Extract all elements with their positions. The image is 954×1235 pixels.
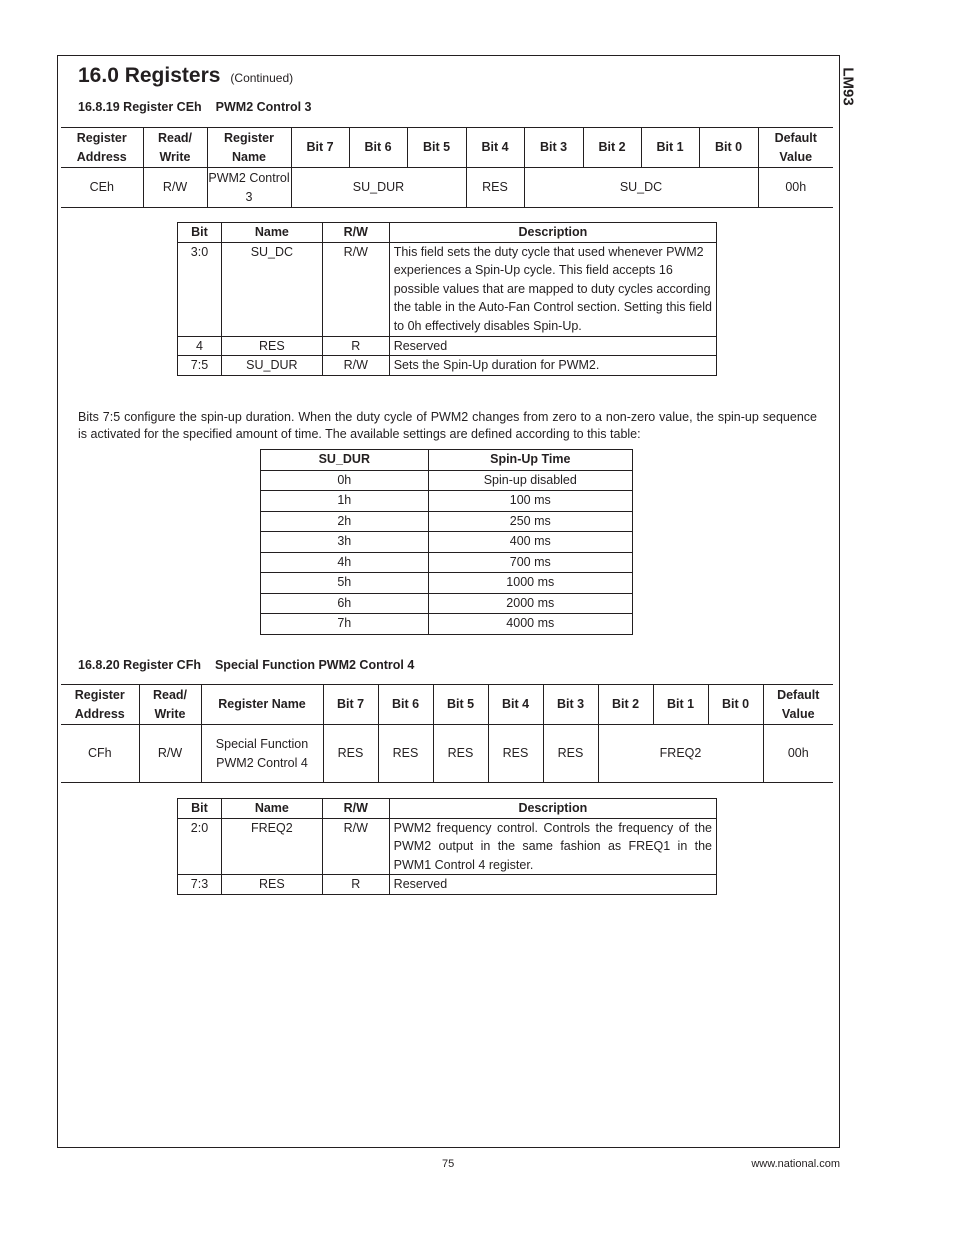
- register-ceh-table: [61, 127, 833, 208]
- spin-up-time-cell: 400 ms: [428, 532, 632, 553]
- header-cell: Bit 6: [349, 128, 407, 168]
- table-row: [178, 818, 717, 875]
- header-cell: R/W: [322, 799, 389, 819]
- header-cell: Bit 2: [583, 128, 641, 168]
- page-number: 75: [442, 1158, 455, 1170]
- rw-cell: R/W: [322, 356, 389, 376]
- su-dur-cell: 2h: [261, 511, 429, 532]
- field-res: RES: [543, 725, 598, 783]
- header-cell: Register Name: [201, 685, 323, 725]
- subsection-name: PWM2 Control 3: [215, 100, 312, 114]
- header-cell: Bit 4: [488, 685, 543, 725]
- header-cell: Bit 7: [291, 128, 349, 168]
- bit-cell: 3:0: [178, 242, 222, 336]
- header-cell: Default Value: [763, 685, 833, 725]
- spin-up-time-cell: 1000 ms: [428, 573, 632, 594]
- header-cell: SU_DUR: [261, 450, 429, 471]
- header-cell: Bit 6: [378, 685, 433, 725]
- spin-up-time-cell: 700 ms: [428, 552, 632, 573]
- name-cell: FREQ2: [221, 818, 322, 875]
- section-title: 16.0 Registers: [78, 64, 221, 87]
- description-cell: Reserved: [389, 875, 716, 895]
- table-row: [178, 875, 717, 895]
- spin-up-time-cell: 4000 ms: [428, 614, 632, 635]
- header-cell: Bit 4: [466, 128, 524, 168]
- register-default: 00h: [763, 725, 833, 783]
- name-cell: SU_DC: [221, 242, 322, 336]
- register-address: CFh: [61, 725, 139, 783]
- table-row: [261, 614, 633, 635]
- header-cell: Read/ Write: [143, 128, 207, 168]
- header-cell: Register Address: [61, 685, 139, 725]
- su-dur-cell: 1h: [261, 491, 429, 512]
- bit-description-table-cfh: [177, 798, 717, 895]
- header-cell: Default Value: [758, 128, 833, 168]
- field-res: RES: [323, 725, 378, 783]
- spin-up-time-cell: Spin-up disabled: [428, 470, 632, 491]
- rw-cell: R/W: [322, 818, 389, 875]
- field-su-dur: SU_DUR: [291, 168, 466, 208]
- spin-up-time-table: [260, 449, 633, 635]
- subsection-name: Special Function PWM2 Control 4: [214, 658, 415, 672]
- table-row: [61, 725, 833, 783]
- description-cell: Sets the Spin-Up duration for PWM2.: [389, 356, 716, 376]
- field-res: RES: [378, 725, 433, 783]
- name-cell: RES: [221, 875, 322, 895]
- bit-cell: 2:0: [178, 818, 222, 875]
- description-cell: Reserved: [389, 336, 716, 356]
- spin-up-description-paragraph: Bits 7:5 configure the spin-up duration. When the duty cycle of PWM2 changes from zero to a non-zero value, the spin-up sequence is activated for the specified amount of time. The available settings are defined according to this table:: [78, 410, 817, 441]
- bit-description-table-ceh: [177, 222, 717, 376]
- register-name: Special Function PWM2 Control 4: [201, 725, 323, 783]
- spin-up-time-cell: 2000 ms: [428, 593, 632, 614]
- name-cell: RES: [221, 336, 322, 356]
- header-cell: Description: [389, 223, 716, 243]
- register-rw: R/W: [143, 168, 207, 208]
- table-header-row: [61, 128, 833, 168]
- header-cell: Bit 5: [407, 128, 466, 168]
- table-header-row: [178, 799, 717, 819]
- register-default: 00h: [758, 168, 833, 208]
- field-res: RES: [488, 725, 543, 783]
- header-cell: Bit 5: [433, 685, 488, 725]
- name-cell: SU_DUR: [221, 356, 322, 376]
- bit-cell: 4: [178, 336, 222, 356]
- description-cell: PWM2 frequency control. Controls the frequency of the PWM2 output in the same fashion as FREQ1 in the PWM1 Control 4 register.: [389, 818, 716, 875]
- header-cell: Name: [221, 799, 322, 819]
- table-row: [61, 168, 833, 208]
- header-cell: Register Address: [61, 128, 143, 168]
- header-cell: Read/ Write: [139, 685, 201, 725]
- su-dur-cell: 6h: [261, 593, 429, 614]
- field-res: RES: [466, 168, 524, 208]
- header-cell: Spin-Up Time: [428, 450, 632, 471]
- header-cell: Bit 2: [598, 685, 653, 725]
- table-row: [178, 356, 717, 376]
- header-cell: Bit: [178, 799, 222, 819]
- table-row: [261, 470, 633, 491]
- field-res: RES: [433, 725, 488, 783]
- table-row: [178, 242, 717, 336]
- page-heading: [78, 64, 293, 88]
- field-su-dc: SU_DC: [524, 168, 758, 208]
- header-cell: Bit 3: [543, 685, 598, 725]
- field-freq2: FREQ2: [598, 725, 763, 783]
- register-rw: R/W: [139, 725, 201, 783]
- rw-cell: R: [322, 875, 389, 895]
- table-header-row: [261, 450, 633, 471]
- su-dur-cell: 0h: [261, 470, 429, 491]
- part-number: LM93: [839, 67, 857, 106]
- header-cell: R/W: [322, 223, 389, 243]
- header-cell: Bit 0: [708, 685, 763, 725]
- header-cell: Description: [389, 799, 716, 819]
- subsection-number: 16.8.20 Register CFh: [78, 658, 201, 672]
- table-row: [261, 532, 633, 553]
- header-cell: Name: [221, 223, 322, 243]
- header-cell: Bit: [178, 223, 222, 243]
- su-dur-cell: 7h: [261, 614, 429, 635]
- side-part-tag: [839, 60, 869, 120]
- table-header-row: [61, 685, 833, 725]
- rw-cell: R/W: [322, 242, 389, 336]
- table-row: [261, 511, 633, 532]
- header-cell: Bit 7: [323, 685, 378, 725]
- bit-cell: 7:5: [178, 356, 222, 376]
- table-row: [261, 491, 633, 512]
- register-cfh-table: [61, 684, 833, 783]
- rw-cell: R: [322, 336, 389, 356]
- su-dur-cell: 3h: [261, 532, 429, 553]
- header-cell: Register Name: [207, 128, 291, 168]
- subsection-heading-ceh: [78, 100, 312, 114]
- footer-url[interactable]: www.national.com: [751, 1158, 840, 1170]
- su-dur-cell: 5h: [261, 573, 429, 594]
- register-address: CEh: [61, 168, 143, 208]
- subsection-number: 16.8.19 Register CEh: [78, 100, 202, 114]
- subsection-heading-cfh: [78, 658, 414, 672]
- table-row: [261, 573, 633, 594]
- header-cell: Bit 1: [641, 128, 699, 168]
- spin-up-time-cell: 250 ms: [428, 511, 632, 532]
- header-cell: Bit 0: [699, 128, 758, 168]
- su-dur-cell: 4h: [261, 552, 429, 573]
- table-row: [261, 593, 633, 614]
- continued-note: (Continued): [230, 71, 294, 85]
- register-name: PWM2 Control 3: [207, 168, 291, 208]
- table-row: [261, 552, 633, 573]
- bit-cell: 7:3: [178, 875, 222, 895]
- description-cell: This field sets the duty cycle that used whenever PWM2 experiences a Spin-Up cycle. This field accepts 16 possible values that are mapped to duty cycles according the table in the Auto-Fan Control section. Setting this field to 0h effectively disables Spin-Up.: [389, 242, 716, 336]
- table-header-row: [178, 223, 717, 243]
- header-cell: Bit 3: [524, 128, 583, 168]
- header-cell: Bit 1: [653, 685, 708, 725]
- spin-up-time-cell: 100 ms: [428, 491, 632, 512]
- table-row: [178, 336, 717, 356]
